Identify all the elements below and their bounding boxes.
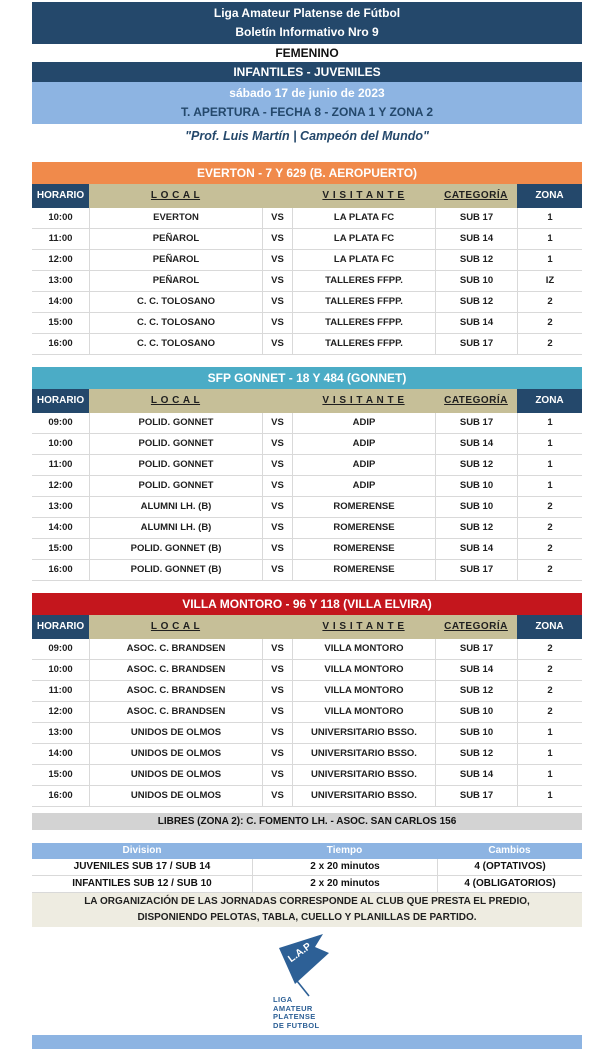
match-category: SUB 14 [435,229,517,249]
match-time: 15:00 [48,543,73,554]
match-category: SUB 12 [435,518,517,538]
match-zone: 1 [517,744,582,764]
match-home-team: POLID. GONNET [89,434,262,454]
match-time: 14:00 [48,296,73,307]
match-category: SUB 12 [435,744,517,764]
match-vs: VS [262,208,292,228]
bulletin-number: Boletín Informativo Nro 9 [235,25,379,39]
match-zone: 1 [517,413,582,433]
fixtures-body [32,208,582,355]
match-vs: VS [262,334,292,354]
venue-tables-container [32,162,582,807]
header-categoria: CATEGORÍA [435,615,517,639]
match-row [32,518,582,539]
match-away-team: UNIVERSITARIO BSSO. [292,744,435,764]
match-vs: VS [262,455,292,475]
header-zona: ZONA [517,389,582,413]
match-time: 10:00 [48,438,73,449]
logo-line: AMATEUR [273,1003,313,1013]
dedication-quote: "Prof. Luis Martín | Campeón del Mundo" [185,129,429,143]
match-row [32,539,582,560]
match-vs: VS [262,518,292,538]
match-zone: 2 [517,702,582,722]
rules-table [32,843,582,927]
match-zone: 1 [517,434,582,454]
match-vs: VS [262,434,292,454]
logo-line: PLATENSE [273,1012,316,1021]
match-away-team: TALLERES FFPP. [292,334,435,354]
match-row [32,497,582,518]
header-local: L O C A L [89,615,262,639]
match-away-team: ADIP [292,413,435,433]
match-home-team: PEÑAROL [89,250,262,270]
match-vs: VS [262,560,292,580]
match-category: SUB 14 [435,765,517,785]
pennant-flag-icon [269,934,341,998]
match-row [32,434,582,455]
fixtures-header-row [32,615,582,639]
match-away-team: LA PLATA FC [292,250,435,270]
match-home-team: EVERTON [89,208,262,228]
venue-section [32,593,582,807]
match-zone: 2 [517,560,582,580]
match-zone: 2 [517,518,582,538]
header-vs-spacer [262,184,292,208]
match-vs: VS [262,639,292,659]
match-date: sábado 17 de junio de 2023 [229,86,385,100]
match-home-team: UNIDOS DE OLMOS [89,765,262,785]
lap-logo [259,934,355,1030]
header-horario: HORARIO [32,389,89,413]
match-home-team: PEÑAROL [89,229,262,249]
header-visitante: V I S I T A N T E [292,389,435,413]
match-row [32,639,582,660]
match-home-team: C. C. TOLOSANO [89,334,262,354]
match-home-team: UNIDOS DE OLMOS [89,786,262,806]
match-away-team: UNIVERSITARIO BSSO. [292,765,435,785]
match-home-team: POLID. GONNET (B) [89,560,262,580]
organization-note-line2: DISPONIENDO PELOTAS, TABLA, CUELLO Y PLANILLAS DE PARTIDO. [137,912,477,923]
match-home-team: ASOC. C. BRANDSEN [89,681,262,701]
match-time: 15:00 [48,769,73,780]
match-category: SUB 17 [435,334,517,354]
header-vs-spacer [262,389,292,413]
match-category: SUB 17 [435,560,517,580]
header-horario: HORARIO [32,184,89,208]
rules-tiempo: 2 x 20 minutos [252,876,437,892]
match-home-team: POLID. GONNET [89,476,262,496]
logo-line: LIGA [273,995,293,1004]
fixtures-body [32,413,582,581]
match-home-team: POLID. GONNET [89,413,262,433]
venue-title-bar: SFP GONNET - 18 Y 484 (GONNET) [32,367,582,389]
header-categoria: CATEGORÍA [435,389,517,413]
match-time: 10:00 [48,664,73,675]
match-zone: 1 [517,208,582,228]
match-away-team: ROMERENSE [292,497,435,517]
rules-division: JUVENILES SUB 17 / SUB 14 [73,861,211,872]
logo-line: DE FUTBOL [273,1020,320,1030]
match-row [32,455,582,476]
venue-title-bar: VILLA MONTORO - 96 Y 118 (VILLA ELVIRA) [32,593,582,615]
match-home-team: ASOC. C. BRANDSEN [89,660,262,680]
match-zone: 1 [517,765,582,785]
match-zone: IZ [517,271,582,291]
header-visitante: V I S I T A N T E [292,615,435,639]
rules-header-tiempo: Tiempo [326,845,363,856]
match-zone: 1 [517,723,582,743]
organization-note [32,893,582,927]
match-time: 09:00 [48,643,73,654]
match-category: SUB 17 [435,413,517,433]
match-vs: VS [262,250,292,270]
gender-label: FEMENINO [275,46,339,60]
match-away-team: LA PLATA FC [292,229,435,249]
match-zone: 1 [517,455,582,475]
match-zone: 1 [517,476,582,496]
match-vs: VS [262,765,292,785]
match-home-team: ASOC. C. BRANDSEN [89,639,262,659]
match-time: 11:00 [48,685,73,696]
match-row [32,476,582,497]
match-vs: VS [262,413,292,433]
match-time: 16:00 [48,790,73,801]
match-category: SUB 12 [435,292,517,312]
match-zone: 2 [517,539,582,559]
match-category: SUB 14 [435,434,517,454]
match-row [32,702,582,723]
match-zone: 1 [517,229,582,249]
match-row [32,681,582,702]
match-row [32,229,582,250]
header-zona: ZONA [517,615,582,639]
match-home-team: C. C. TOLOSANO [89,292,262,312]
match-away-team: UNIVERSITARIO BSSO. [292,723,435,743]
match-row [32,334,582,355]
match-category: SUB 10 [435,271,517,291]
logo-wordmark [273,996,355,1030]
match-category: SUB 10 [435,702,517,722]
header-visitante: V I S I T A N T E [292,184,435,208]
match-row [32,723,582,744]
rules-cambios: 4 (OPTATIVOS) [437,859,582,875]
match-time: 16:00 [48,564,73,575]
header-zona: ZONA [517,184,582,208]
match-zone: 1 [517,250,582,270]
match-away-team: UNIVERSITARIO BSSO. [292,786,435,806]
free-teams-note: LIBRES (ZONA 2): C. FOMENTO LH. - ASOC. SAN CARLOS 156 [32,813,582,830]
match-home-team: PEÑAROL [89,271,262,291]
rules-row [32,876,582,893]
match-away-team: TALLERES FFPP. [292,292,435,312]
organization-note-line1: LA ORGANIZACIÓN DE LAS JORNADAS CORRESPONDE AL CLUB QUE PRESTA EL PREDIO, [84,896,530,907]
fixtures-header-row [32,389,582,413]
venue-section [32,162,582,355]
match-home-team: UNIDOS DE OLMOS [89,744,262,764]
match-time: 10:00 [48,212,73,223]
match-category: SUB 10 [435,476,517,496]
division-band: INFANTILES - JUVENILES [32,62,582,82]
match-away-team: LA PLATA FC [292,208,435,228]
match-vs: VS [262,660,292,680]
match-row [32,208,582,229]
tournament-round: T. APERTURA - FECHA 8 - ZONA 1 Y ZONA 2 [180,105,434,119]
match-away-team: ROMERENSE [292,539,435,559]
match-zone: 2 [517,497,582,517]
match-category: SUB 17 [435,639,517,659]
match-time: 13:00 [48,727,73,738]
match-away-team: ADIP [292,434,435,454]
match-zone: 2 [517,660,582,680]
footer-bar [32,1035,582,1049]
match-time: 13:00 [48,501,73,512]
match-vs: VS [262,702,292,722]
match-time: 13:00 [48,275,73,286]
league-title: Liga Amateur Platense de Fútbol [213,6,401,20]
rules-header-cambios: Cambios [488,845,531,856]
venue-section [32,367,582,581]
header-local: L O C A L [89,184,262,208]
match-zone: 2 [517,313,582,333]
match-row [32,271,582,292]
match-home-team: POLID. GONNET [89,455,262,475]
match-zone: 1 [517,786,582,806]
match-time: 12:00 [48,706,73,717]
match-vs: VS [262,497,292,517]
match-category: SUB 17 [435,208,517,228]
match-category: SUB 12 [435,455,517,475]
match-away-team: ADIP [292,455,435,475]
date-band [32,82,582,124]
match-away-team: VILLA MONTORO [292,681,435,701]
match-home-team: ASOC. C. BRANDSEN [89,702,262,722]
match-time: 14:00 [48,522,73,533]
match-vs: VS [262,476,292,496]
match-row [32,560,582,581]
match-vs: VS [262,539,292,559]
match-away-team: ROMERENSE [292,518,435,538]
match-row [32,250,582,271]
match-time: 12:00 [48,254,73,265]
match-home-team: ALUMNI LH. (B) [89,518,262,538]
match-home-team: UNIDOS DE OLMOS [89,723,262,743]
match-away-team: ADIP [292,476,435,496]
fixtures-body [32,639,582,807]
match-time: 09:00 [48,417,73,428]
match-home-team: C. C. TOLOSANO [89,313,262,333]
venue-title-bar: EVERTON - 7 Y 629 (B. AEROPUERTO) [32,162,582,184]
match-away-team: VILLA MONTORO [292,702,435,722]
match-away-team: ROMERENSE [292,560,435,580]
league-title-bar [32,2,582,44]
rules-tiempo: 2 x 20 minutos [252,859,437,875]
match-vs: VS [262,744,292,764]
flag-text: L.A.P [286,941,314,965]
match-time: 11:00 [48,233,73,244]
match-row [32,786,582,807]
fixtures-header-row [32,184,582,208]
match-row [32,413,582,434]
match-time: 15:00 [48,317,73,328]
match-row [32,744,582,765]
match-time: 12:00 [48,480,73,491]
match-zone: 2 [517,639,582,659]
match-vs: VS [262,271,292,291]
header-categoria: CATEGORÍA [435,184,517,208]
match-category: SUB 12 [435,681,517,701]
match-category: SUB 12 [435,250,517,270]
rules-row [32,859,582,876]
rules-header-division: Division [122,845,162,856]
match-away-team: VILLA MONTORO [292,660,435,680]
match-vs: VS [262,292,292,312]
rules-header-row [32,843,582,859]
rules-cambios: 4 (OBLIGATORIOS) [437,876,582,892]
match-category: SUB 10 [435,497,517,517]
match-time: 11:00 [48,459,73,470]
match-category: SUB 14 [435,660,517,680]
match-zone: 2 [517,334,582,354]
match-away-team: VILLA MONTORO [292,639,435,659]
match-vs: VS [262,786,292,806]
match-vs: VS [262,723,292,743]
match-row [32,660,582,681]
rules-body [32,859,582,893]
match-time: 16:00 [48,338,73,349]
match-vs: VS [262,681,292,701]
match-vs: VS [262,313,292,333]
match-vs: VS [262,229,292,249]
match-row [32,292,582,313]
match-category: SUB 10 [435,723,517,743]
match-category: SUB 17 [435,786,517,806]
header-vs-spacer [262,615,292,639]
match-away-team: TALLERES FFPP. [292,313,435,333]
match-home-team: ALUMNI LH. (B) [89,497,262,517]
match-home-team: POLID. GONNET (B) [89,539,262,559]
match-row [32,765,582,786]
header-local: L O C A L [89,389,262,413]
match-away-team: TALLERES FFPP. [292,271,435,291]
match-category: SUB 14 [435,539,517,559]
match-category: SUB 14 [435,313,517,333]
rules-division: INFANTILES SUB 12 / SUB 10 [72,878,212,889]
match-zone: 2 [517,292,582,312]
header-horario: HORARIO [32,615,89,639]
match-time: 14:00 [48,748,73,759]
match-zone: 2 [517,681,582,701]
match-row [32,313,582,334]
